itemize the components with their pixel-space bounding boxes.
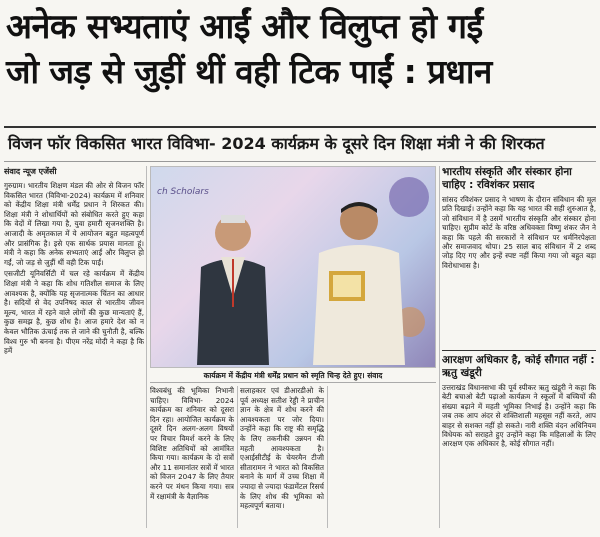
sidebar-divider — [442, 350, 596, 351]
sidebar-story-2-title: आरक्षण अधिकार है, कोई सौगात नहीं : ऋतु खंडूरी — [442, 354, 595, 379]
column-divider — [237, 386, 238, 528]
column-divider — [439, 166, 440, 528]
news-photo — [150, 166, 436, 368]
sidebar-story-2 — [442, 354, 596, 529]
column-divider — [327, 386, 328, 528]
article-column-4 — [330, 386, 436, 528]
person-left-figure — [187, 207, 279, 365]
headline — [6, 4, 594, 94]
photo-banner-text: ch Scholars — [157, 187, 209, 197]
article-paragraph-2: एसजीटी यूनिवर्सिटी में चल रहे कार्यक्रम में केंद्रीय शिक्षा मंत्री ने कहा कि शोध गतिशील समाज के लिए आवश्यक है, क्योंकि यह सृजनात्मक चिंतन का आधार है। सदियों से वेद उपनिषद काल से भारतीय जीवन मूल्य, भारत में रहने वाले लोगों की कुछ मान्यताएं हैं, कुछ समझ है, कुछ शोध है। आज हमारे देश को न केवल भौतिक ऊंचाई तक ले जाने की चुनौती है, बल्कि विश्व गुरु भी बनना है। पीएम नरेंद्र मोदी ने कहा है कि हमें — [4, 269, 144, 356]
article-paragraph-1: गुरुग्राम। भारतीय शिक्षण मंडल की ओर से विजन फॉर विकसित भारत (विविभा-2024) कार्यक्रम में शनिवार को केंद्रीय शिक्षा मंत्री धर्मेंद्र प्रधान ने शिरकत की। शिक्षा मंत्री ने शोधार्थियों को संबोधित करते हुए कहा कि वेदों में लिखा गया है, युवा हमारी सृजनशक्ति है। आजादी के अमृतकाल में ये आयोजन बहुत महत्वपूर्ण और प्रासंगिक है। इसे एक सार्थक प्रयास मानता हूं। मंत्री ने कहा कि अनेक सभ्यताएं आईं और विलुप्त हो गईं, जो जड़ से जुड़ीं थीं वही टिक पाईं। — [4, 181, 144, 267]
headline-line-1: अनेक सभ्यताएं आईं और विलुप्त हो गईं — [6, 7, 483, 47]
person-right-figure — [301, 195, 411, 365]
subheadline: विजन फॉर विकसित भारत विविभा- 2024 कार्यक्रम के दूसरे दिन शिक्षा मंत्री ने की शिरकत — [4, 126, 596, 162]
sidebar-story-1-title: भारतीय संस्कृति और संस्कार होना चाहिए : रविशंकर प्रसाद — [442, 166, 572, 191]
photo-caption: कार्यक्रम में केंद्रीय मंत्री धर्मेंद्र प्रधान को स्मृति चिन्ह देते हुए। संवाद — [150, 369, 436, 383]
sidebar-story-1 — [442, 166, 596, 346]
byline: संवाद न्यूज एजेंसी — [4, 167, 57, 176]
sidebar-story-1-body: सांसद रविशंकर प्रसाद ने भाषण के दौरान संविधान की मूल प्रति दिखाई। उन्होंने कहा कि यह भारत की सही शुरुआत है, जो संविधान में है उसमें भारतीय संस्कृति और संस्कार होना चाहिए। सुप्रीम कोर्ट के वरिष्ठ अधिवक्ता विष्णु शंकर जैन ने कहा कि पहले की सरकारों ने संविधान पर धर्मनिरपेक्षता और समाजवाद थोपा। 25 साल बाद संविधान में 2 शब्द जोड़ दिए गए और इन्हें स्पष्ट नहीं किया गया जो बहुत बड़ा विरोधाभास है। — [442, 195, 596, 270]
headline-line-2: जो जड़ से जुड़ीं थीं वही टिक पाईं : प्रधान — [6, 52, 492, 91]
sidebar-story-2-body: उत्तराखंड विधानसभा की पूर्व स्पीकर ऋतु खंडूरी ने कहा कि बेटी बचाओ बेटी पढ़ाओ कार्यक्रम ने स्कूलों में बच्चियों की संख्या बढ़ाने में महती भूमिका निभाई है। उन्होंने कहा कि जब तक आप अंदर से शक्तिशाली महसूस नहीं करते, आप बाहर से सशक्त नहीं हो सकते। नारी शक्ति वंदन अधिनियम विधेयक को सराहते हुए उन्होंने कहा कि महिलाओं के लिए आरक्षण एक अधिकार है, कोई सौगात नहीं। — [442, 383, 596, 449]
article-column-1 — [4, 166, 144, 528]
column-divider — [146, 166, 147, 528]
article-column-2: विश्वबंधु की भूमिका निभानी चाहिए। विविभा- 2024 कार्यक्रम का शनिवार को दूसरा दिन रहा। आयोजित कार्यक्रम के दूसरे दिन अलग-अलग विषयों पर विचार विमर्श करने के लिए विशिष्ट अतिथियों को आमंत्रित किया गया। कार्यक्रम के दो सत्रों और 11 समानांतर सत्रों में भारत को विजन 2047 के लिए तैयार करने पर मंथन किया गया। सत्र में रक्षामंत्री के वैज्ञानिक — [150, 386, 234, 501]
article-column-3: सलाहकार एवं डीआरडीओ के पूर्व अध्यक्ष सतीश रेड्डी ने प्राचीन ज्ञान के क्षेत्र में शोध करने की आवश्यकता पर जोर दिया। उन्होंने कहा कि राष्ट्र की समृद्धि के लिए तकनीकी उन्नयन की महती आवश्यकता है। एआईसीटीई के चेयरमैन टीजी सीतारामन ने भारत को विकसित बनाने के मार्ग में उच्च शिक्षा में ज्यादा से ज्यादा फंडामेंटल रिसर्च के लिए शोध की भूमिका को महत्वपूर्ण बताया। — [240, 386, 324, 511]
